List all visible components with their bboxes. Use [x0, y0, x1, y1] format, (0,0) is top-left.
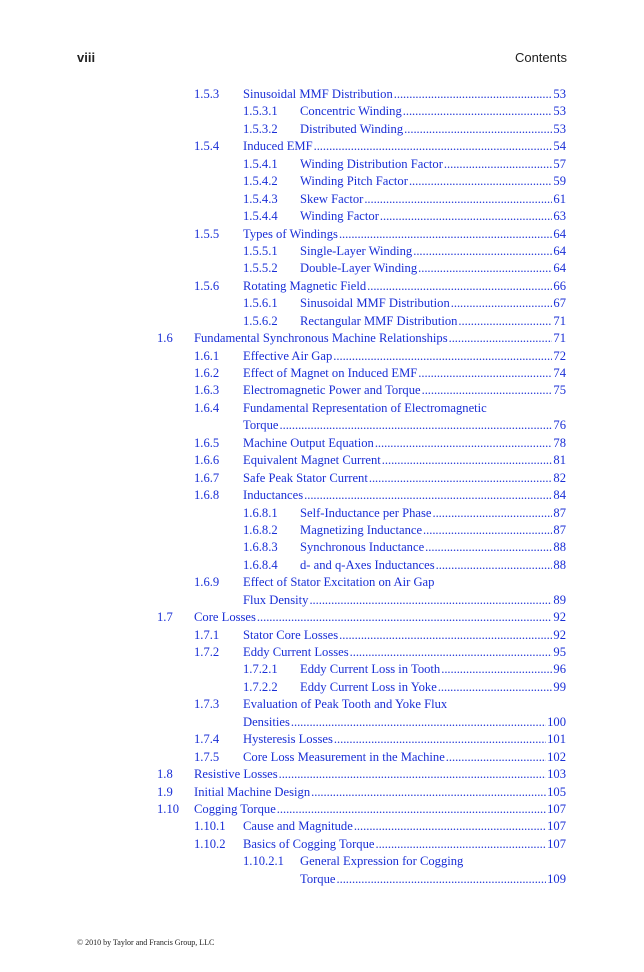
toc-entry-title: General Expression for Cogging [300, 854, 464, 869]
dot-leader [422, 382, 553, 399]
toc-entry-title: Effective Air Gap [243, 348, 333, 363]
toc-entry-title: Sinusoidal MMF Distribution [243, 87, 393, 101]
dot-leader [423, 522, 552, 539]
toc-entry-title: Concentric Winding [300, 104, 402, 119]
toc-entry[interactable] [0, 243, 644, 260]
dot-leader [333, 348, 552, 365]
toc-entry-title: Single-Layer Winding [300, 243, 413, 258]
toc-entry[interactable] [0, 557, 644, 574]
toc-entry[interactable] [0, 731, 644, 748]
toc-entry-number: 1.6.5 [194, 435, 220, 450]
dot-leader [350, 644, 553, 661]
toc-entry-page: 87 [553, 522, 566, 537]
toc-entry-title: Winding Pitch Factor [300, 174, 408, 189]
dot-leader [436, 557, 553, 574]
toc-entry[interactable] [0, 382, 644, 399]
toc-entry-number: 1.7.2.1 [243, 662, 278, 677]
toc-entry-title: Machine Output Equation [243, 435, 374, 450]
dot-leader [403, 103, 553, 120]
toc-entry-page: 75 [553, 383, 566, 398]
toc-entry-title: Eddy Current Losses [243, 645, 349, 659]
toc-entry-title: Effect of Stator Excitation on Air Gap [243, 575, 435, 590]
toc-entry-title: Distributed Winding [300, 121, 404, 136]
dot-leader [425, 539, 552, 556]
toc-entry-number: 1.5.4.1 [243, 156, 278, 171]
toc-entry-title: Types of Windings [243, 226, 338, 241]
toc-entry-page: 61 [553, 191, 566, 206]
toc-entry-title: Core Loss Measurement in the Machine [243, 749, 445, 764]
toc-entry-title: Core Losses [194, 610, 256, 625]
dot-leader [304, 487, 552, 504]
toc-entry-page: 109 [547, 871, 566, 886]
toc-entry-title: Torque [243, 418, 279, 433]
toc-entry-number: 1.10.1 [194, 819, 226, 834]
toc-entry-title: Rotating Magnetic Field [243, 278, 367, 293]
toc-entry[interactable] [0, 313, 644, 330]
toc-entry-number: 1.5.4 [194, 139, 220, 154]
toc-entry[interactable] [0, 644, 644, 661]
toc-entry-number: 1.5.6.2 [243, 313, 278, 328]
dot-leader [277, 801, 546, 818]
dot-leader [375, 836, 546, 853]
toc-entry[interactable] [0, 592, 644, 609]
dot-leader [364, 191, 552, 208]
table-of-contents [0, 86, 644, 888]
toc-entry[interactable] [0, 156, 644, 173]
toc-entry[interactable] [0, 661, 644, 678]
toc-entry-page: 59 [553, 174, 566, 189]
toc-entry[interactable] [0, 226, 644, 243]
toc-entry-title: Skew Factor [300, 191, 364, 206]
toc-entry[interactable] [0, 138, 644, 155]
toc-entry-title: Equivalent Magnet Current [243, 453, 381, 468]
toc-entry-title: Effect of Magnet on Induced EMF [243, 366, 418, 380]
dot-leader [369, 470, 553, 487]
toc-entry-number: 1.5.3 [194, 87, 220, 101]
toc-entry-title: Densities [243, 714, 290, 729]
dot-leader [279, 766, 547, 783]
toc-entry-number: 1.7.2 [194, 645, 220, 659]
toc-entry-title: d- and q-Axes Inductances [300, 557, 435, 572]
toc-entry-title: Magnetizing Inductance [300, 522, 423, 537]
copyright-footer: © 2010 by Taylor and Francis Group, LLC [77, 938, 215, 947]
toc-entry-page: 100 [547, 714, 566, 729]
toc-entry-number: 1.6.8.2 [243, 522, 278, 537]
toc-entry-page: 84 [553, 488, 566, 503]
toc-entry-number: 1.5.5 [194, 226, 220, 241]
toc-entry-title: Double-Layer Winding [300, 261, 418, 276]
toc-entry-number: 1.5.5.2 [243, 261, 278, 276]
toc-entry-page: 53 [553, 121, 566, 136]
running-header [77, 50, 567, 68]
toc-entry[interactable] [0, 853, 644, 870]
toc-entry-title: Induced EMF [243, 139, 313, 154]
toc-entry-number: 1.7 [157, 610, 173, 625]
toc-entry-page: 76 [553, 418, 566, 433]
toc-entry-page: 105 [547, 784, 566, 799]
toc-entry-page: 63 [553, 209, 566, 224]
toc-entry-title: Initial Machine Design [194, 784, 311, 799]
toc-entry-title: Fundamental Synchronous Machine Relationships [194, 331, 448, 346]
toc-entry[interactable] [0, 173, 644, 190]
toc-entry-number: 1.5.6.1 [243, 296, 278, 311]
toc-entry[interactable] [0, 400, 644, 417]
toc-entry-page: 96 [553, 662, 566, 677]
toc-entry-title: Fundamental Representation of Electromagnetic [243, 400, 487, 415]
toc-entry[interactable] [0, 208, 644, 225]
toc-entry-number: 1.7.4 [194, 732, 220, 747]
toc-entry-number: 1.5.3.1 [243, 104, 278, 119]
toc-entry-page: 71 [553, 313, 566, 328]
dot-leader [375, 435, 553, 452]
toc-entry[interactable] [0, 103, 644, 120]
dot-leader [409, 173, 552, 190]
toc-entry-title: Eddy Current Loss in Tooth [300, 662, 441, 677]
toc-entry-title: Inductances [243, 488, 304, 503]
dot-leader [339, 226, 552, 243]
toc-entry[interactable] [0, 330, 644, 347]
dot-leader [441, 661, 552, 678]
toc-entry-page: 107 [547, 819, 566, 834]
toc-entry-number: 1.6.6 [194, 453, 220, 468]
running-title: Contents [514, 50, 567, 65]
toc-entry-title: Sinusoidal MMF Distribution [300, 296, 450, 311]
dot-leader [432, 505, 552, 522]
dot-leader [314, 138, 553, 155]
toc-entry-page: 95 [553, 645, 566, 659]
toc-entry-number: 1.9 [157, 784, 173, 799]
toc-entry-number: 1.6.9 [194, 575, 220, 590]
toc-entry[interactable] [0, 539, 644, 556]
toc-entry-page: 67 [553, 296, 566, 311]
toc-entry-page: 82 [553, 470, 566, 485]
toc-entry-title: Electromagnetic Power and Torque [243, 383, 421, 398]
toc-entry-page: 66 [553, 278, 566, 293]
toc-entry-number: 1.6.2 [194, 366, 220, 380]
toc-entry[interactable] [0, 609, 644, 626]
toc-entry[interactable] [0, 435, 644, 452]
toc-entry[interactable] [0, 801, 644, 818]
toc-entry-page: 54 [553, 139, 566, 154]
toc-entry[interactable] [0, 505, 644, 522]
toc-entry[interactable] [0, 487, 644, 504]
toc-entry-title: Evaluation of Peak Tooth and Yoke Flux [243, 697, 448, 712]
toc-entry[interactable] [0, 348, 644, 365]
dot-leader [446, 749, 546, 766]
toc-entry[interactable] [0, 714, 644, 731]
toc-entry-page: 103 [547, 767, 566, 782]
toc-entry-title: Synchronous Inductance [300, 540, 425, 555]
toc-entry-page: 88 [553, 540, 566, 555]
toc-entry[interactable] [0, 278, 644, 295]
toc-entry[interactable] [0, 121, 644, 138]
toc-entry[interactable] [0, 86, 644, 103]
toc-entry-page: 64 [553, 261, 566, 276]
dot-leader [380, 208, 553, 225]
toc-entry-number: 1.7.2.2 [243, 679, 278, 694]
page-number: viii [77, 50, 96, 65]
dot-leader [451, 295, 553, 312]
toc-entry[interactable] [0, 749, 644, 766]
toc-entry-number: 1.6.8.4 [243, 557, 278, 572]
toc-entry-title: Eddy Current Loss in Yoke [300, 679, 437, 694]
toc-entry-page: 71 [553, 331, 566, 346]
toc-entry-number: 1.6.4 [194, 400, 220, 415]
toc-entry-number: 1.5.4.2 [243, 174, 278, 189]
toc-entry-title: Winding Distribution Factor [300, 156, 443, 171]
toc-entry-number: 1.5.4.4 [243, 209, 278, 224]
toc-entry-page: 107 [547, 801, 566, 816]
dot-leader [354, 818, 546, 835]
dot-leader [404, 121, 552, 138]
dot-leader [311, 784, 546, 801]
toc-entry-page: 53 [553, 87, 566, 101]
toc-entry-number: 1.10.2 [194, 836, 226, 851]
toc-entry-page: 89 [553, 592, 566, 607]
toc-entry[interactable] [0, 295, 644, 312]
dot-leader [413, 243, 552, 260]
toc-entry[interactable] [0, 766, 644, 783]
toc-entry[interactable] [0, 679, 644, 696]
toc-entry-title: Stator Core Losses [243, 627, 339, 642]
toc-entry-number: 1.6.1 [194, 348, 220, 363]
toc-entry[interactable] [0, 574, 644, 591]
toc-entry-title: Flux Density [243, 592, 309, 607]
toc-entry-page: 53 [553, 104, 566, 119]
dot-leader [382, 452, 553, 469]
toc-entry-page: 78 [553, 435, 566, 450]
toc-entry-number: 1.6.3 [194, 383, 220, 398]
toc-entry-number: 1.7.5 [194, 749, 220, 764]
toc-entry-number: 1.6.8.3 [243, 540, 278, 555]
toc-entry-page: 64 [553, 243, 566, 258]
toc-entry-title: Self-Inductance per Phase [300, 505, 432, 520]
toc-entry-page: 92 [553, 610, 566, 625]
toc-entry-number: 1.7.3 [194, 697, 220, 712]
toc-entry-number: 1.5.5.1 [243, 243, 278, 258]
toc-entry-page: 57 [553, 156, 566, 171]
toc-entry-page: 64 [553, 226, 566, 241]
toc-entry[interactable] [0, 696, 644, 713]
dot-leader [394, 86, 553, 103]
toc-entry-number: 1.8 [157, 767, 173, 782]
toc-entry-title: Cause and Magnitude [243, 819, 353, 834]
toc-entry-number: 1.6 [157, 331, 173, 346]
toc-entry[interactable] [0, 522, 644, 539]
toc-entry-number: 1.6.8 [194, 488, 220, 503]
toc-entry-page: 99 [553, 679, 566, 694]
dot-leader [367, 278, 552, 295]
toc-entry-page: 74 [553, 366, 566, 380]
toc-entry-title: Resistive Losses [194, 767, 278, 782]
dot-leader [339, 627, 552, 644]
toc-entry[interactable] [0, 784, 644, 801]
toc-entry-title: Rectangular MMF Distribution [300, 313, 458, 328]
toc-entry-number: 1.5.4.3 [243, 191, 278, 206]
toc-entry[interactable] [0, 452, 644, 469]
dot-leader [418, 365, 552, 382]
toc-entry[interactable] [0, 191, 644, 208]
toc-entry[interactable] [0, 836, 644, 853]
dot-leader [309, 592, 552, 609]
toc-entry-title: Cogging Torque [194, 801, 276, 816]
toc-entry-number: 1.6.7 [194, 470, 220, 485]
toc-entry-title: Hysteresis Losses [243, 732, 333, 747]
toc-entry-page: 101 [547, 732, 566, 747]
toc-entry-title: Basics of Cogging Torque [243, 836, 375, 851]
toc-entry-number: 1.6.8.1 [243, 505, 278, 520]
dot-leader [438, 679, 553, 696]
dot-leader [458, 313, 552, 330]
toc-entry-page: 102 [547, 749, 566, 764]
dot-leader [418, 260, 552, 277]
dot-leader [280, 417, 553, 434]
toc-entry[interactable] [0, 260, 644, 277]
toc-entry-page: 72 [553, 348, 566, 363]
toc-entry[interactable] [0, 627, 644, 644]
dot-leader [444, 156, 552, 173]
toc-entry[interactable] [0, 818, 644, 835]
dot-leader [291, 714, 546, 731]
toc-entry-number: 1.10.2.1 [243, 854, 284, 869]
dot-leader [449, 330, 553, 347]
toc-entry[interactable] [0, 470, 644, 487]
toc-entry-page: 81 [553, 453, 566, 468]
toc-entry-number: 1.5.6 [194, 278, 220, 293]
dot-leader [334, 731, 546, 748]
toc-entry-number: 1.5.3.2 [243, 121, 278, 136]
toc-entry-page: 107 [547, 836, 566, 851]
toc-entry[interactable] [0, 417, 644, 434]
toc-entry[interactable] [0, 365, 644, 382]
toc-entry-number: 1.10 [157, 801, 180, 816]
toc-entry-title: Safe Peak Stator Current [243, 470, 368, 485]
dot-leader [257, 609, 552, 626]
toc-entry-number: 1.7.1 [194, 627, 220, 642]
toc-entry-title: Winding Factor [300, 209, 379, 224]
toc-entry-page: 87 [553, 505, 566, 520]
toc-entry[interactable] [0, 871, 644, 888]
toc-entry-title: Torque [300, 871, 336, 886]
toc-entry-page: 88 [553, 557, 566, 572]
toc-entry-page: 92 [553, 627, 566, 642]
dot-leader [337, 871, 547, 888]
